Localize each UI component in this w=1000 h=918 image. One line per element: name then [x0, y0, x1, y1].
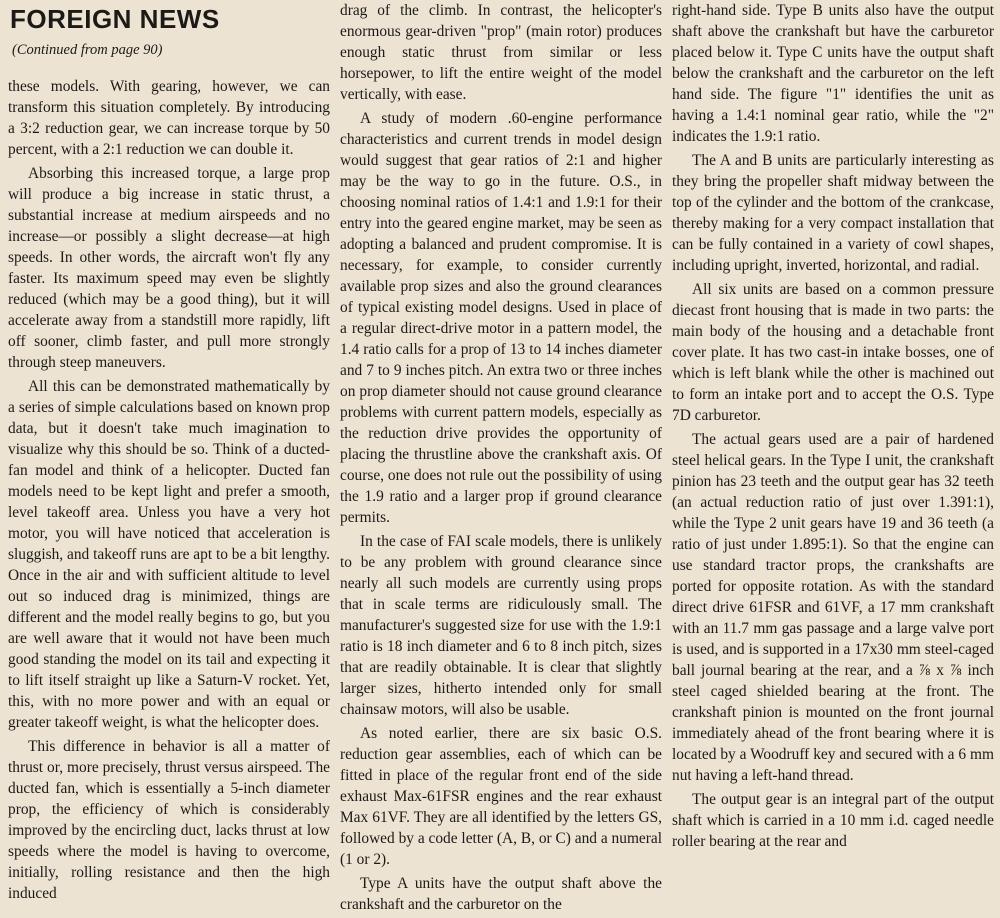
column-1 — [8, 0, 330, 907]
paragraph: The A and B units are particularly interesting as they bring the propeller shaft midway between the top of the cylinder and the bottom of the crankcase, thereby making for a very compact installation that can be fully contained in a variety of cowl shapes, including upright, inverted, horizontal, and radial. — [672, 152, 994, 274]
paragraph: A study of modern .60-engine performance characteristics and current trends in model design would suggest that gear ratios of 2:1 and higher may be the way to go in the future. O.S., in choosing nominal ratios of 1.4:1 and 1.9:1 for their entry into the geared engine market, may be seen as adopting a balanced and prudent compromise. It is necessary, for example, to consider currently available prop sizes and also the ground clearances of typical existing model designs. Used in place of a regular direct-drive motor in a pattern model, the 1.4 ratio calls for a prop of 13 to 14 inches diameter and 7 to 9 inches pitch. An extra two or three inches on prop diameter should not cause ground clearance problems with current pattern models, especially as the reduction drive provides the opportunity of placing the thrustline above the crankshaft axis. Of course, one does not rule out the possibility of using the 1.9 ratio and a larger prop if ground clearance permits. — [340, 110, 662, 526]
paragraph: As noted earlier, there are six basic O.S. reduction gear assemblies, each of which can be fitted in place of the regular front end of the side exhaust Max-61FSR engines and the rear exhaust Max 61VF. They are all identified by the letters GS, followed by a code letter (A, B, or C) and a numeral (1 or 2). — [340, 725, 662, 868]
paragraph: Type A units have the output shaft above the crankshaft and the carburetor on the — [340, 875, 662, 913]
paragraph: drag of the climb. In contrast, the helicopter's enormous gear-driven "prop" (main rotor) produces enough static thrust from similar or less horsepower, to lift the entire weight of the model vertically, with ease. — [340, 2, 662, 103]
paragraph: these models. With gearing, however, we can transform this situation completely. By introducing a 3:2 reduction gear, we can increase torque by 50 percent, with a 2:1 reduction we can double it. — [8, 78, 330, 158]
header — [8, 4, 330, 76]
paragraph: All six units are based on a common pressure diecast front housing that is made in two parts: the main body of the housing and a detachable front cover plate. It has two cast-in intake bosses, one of which is left blank while the other is machined out to form an intake port and to accept the O.S. Type 7D carburetor. — [672, 281, 994, 424]
paragraph: All this can be demonstrated mathematically by a series of simple calculations based on known prop data, but it doesn't take much imagination to visualize why this should be so. Think of a ducted-fan model and think of a helicopter. Ducted fan models need to be kept light and prefer a smooth, level takeoff area. Unless you have a very hot motor, you will have noticed that acceleration is sluggish, and takeoff runs are apt to be a bit lengthy. Once in the air and with sufficient altitude to level out so induced drag is minimized, things are different and the model really begins to go, but you are well aware that it would not have been much good standing the model on its tail and expecting it to lift itself straight up like a Saturn-V rocket. Yet, this, with no more power and with an equal or greater takeoff weight, is what the helicopter does. — [8, 378, 330, 731]
paragraph: In the case of FAI scale models, there is unlikely to be any problem with ground clearance since nearly all such models are currently using props that in scale terms are ridiculously small. The manufacturer's suggested size for use with the 1.9:1 ratio is 18 inch diameter and 6 to 8 inch pitch, sizes that are readily obtainable. It is clear that slightly larger sizes, hitherto intended only for small chainsaw motors, will also be usable. — [340, 533, 662, 718]
paragraph: Absorbing this increased torque, a large prop will produce a big increase in static thrust, a substantial increase at medium airspeeds and no increase—or possibly a slight decrease—at high speeds. In other words, the aircraft won't fly any faster. Its maximum speed may even be slightly reduced (which may be a good thing), but it will accelerate away from a standstill more rapidly, lift off sooner, climb faster, and pull more strongly through steep maneuvers. — [8, 165, 330, 371]
paragraph: right-hand side. Type B units also have the output shaft above the crankshaft but have the carburetor placed below it. Type C units have the output shaft below the crankshaft and the carburetor on the left hand side. The figure "1" identifies the unit as having a 1.4:1 nominal gear ratio, while the "2" indicates the 1.9:1 ratio. — [672, 2, 994, 145]
continued-note: (Continued from page 90) — [12, 42, 163, 58]
section-heading: FOREIGN NEWS — [10, 4, 220, 34]
paragraph: The actual gears used are a pair of hardened steel helical gears. In the Type I unit, the crankshaft pinion has 23 teeth and the output gear has 32 teeth (an actual reduction ratio of just over 1.391:1), while the Type 2 unit gears have 19 and 36 teeth (a ratio of just under 1.895:1). So that the engine can use standard tractor props, the crankshafts are ported for opposite rotation. As with the standard direct drive 61FSR and 61VF, a 17 mm crankshaft with an 11.7 mm gas passage and a large valve port is used, and is supported in a 17x30 mm steel-caged ball journal bearing at the rear, and a ⅞ x ⅞ inch steel caged shielded bearing at the front. The crankshaft pinion is mounted on the front journal immediately ahead of the front bearing where it is located by a Woodruff key and secured with a 6 mm nut having a left-hand thread. — [672, 431, 994, 784]
paragraph: The output gear is an integral part of the output shaft which is carried in a 10 mm i.d. caged needle roller bearing at the rear and — [672, 791, 994, 850]
paragraph: This difference in behavior is all a matter of thrust or, more precisely, thrust versus airspeed. The ducted fan, which is essentially a 5-inch diameter prop, the efficiency of which is considerably improved by the encircling duct, lacks thrust at low speeds where the model is having to overcome, initially, rolling resistance and then the high induced — [8, 738, 330, 902]
column-2 — [340, 0, 662, 918]
column-3 — [672, 0, 994, 855]
